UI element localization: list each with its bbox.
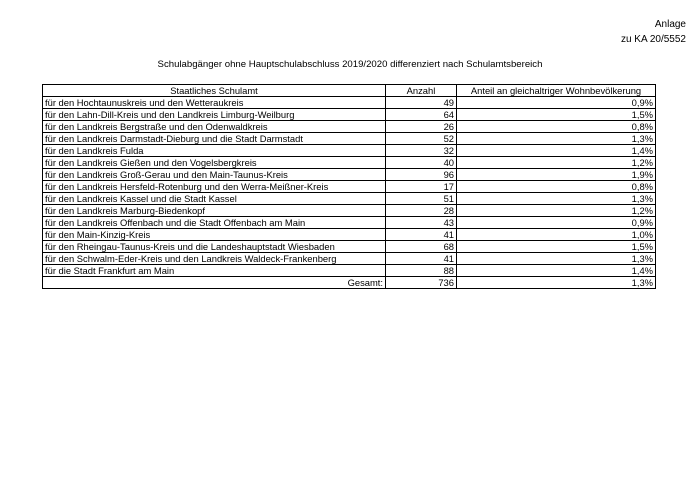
row-share: 1,5% [457,241,656,253]
table-row [43,97,656,109]
table-row [43,133,656,145]
table-total-row [43,277,656,289]
table-row [43,181,656,193]
row-school-office: für den Main-Kinzig-Kreis [43,229,386,241]
total-label: Gesamt: [43,277,386,289]
table-row [43,169,656,181]
row-count: 96 [386,169,457,181]
row-school-office: für den Landkreis Bergstraße und den Odenwaldkreis [43,121,386,133]
row-share: 1,4% [457,265,656,277]
school-leavers-table [42,84,656,289]
row-school-office: für den Landkreis Darmstadt-Dieburg und die Stadt Darmstadt [43,133,386,145]
row-school-office: für den Landkreis Kassel und die Stadt Kassel [43,193,386,205]
row-count: 26 [386,121,457,133]
table-row [43,121,656,133]
table-row [43,265,656,277]
row-count: 51 [386,193,457,205]
header-school-office: Staatliches Schulamt [43,85,386,97]
row-school-office: für die Stadt Frankfurt am Main [43,265,386,277]
row-count: 28 [386,205,457,217]
row-share: 0,9% [457,97,656,109]
row-count: 41 [386,229,457,241]
annex-label: Anlage [654,19,686,30]
row-school-office: für den Rheingau-Taunus-Kreis und die Landeshauptstadt Wiesbaden [43,241,386,253]
table-header-row [43,85,656,97]
row-share: 1,9% [457,169,656,181]
row-share: 1,0% [457,229,656,241]
row-school-office: für den Lahn-Dill-Kreis und den Landkreis Limburg-Weilburg [43,109,386,121]
table-row [43,205,656,217]
row-school-office: für den Landkreis Fulda [43,145,386,157]
row-school-office: für den Landkreis Groß-Gerau und den Main-Taunus-Kreis [43,169,386,181]
row-count: 40 [386,157,457,169]
row-count: 43 [386,217,457,229]
table-row [43,109,656,121]
header-share: Anteil an gleichaltriger Wohnbevölkerung [457,85,656,97]
page-title: Schulabgänger ohne Hauptschulabschluss 2019/2020 differenziert nach Schulamtsbereich [157,59,543,70]
row-share: 0,8% [457,181,656,193]
row-school-office: für den Landkreis Gießen und den Vogelsbergkreis [43,157,386,169]
row-school-office: für den Schwalm-Eder-Kreis und den Landkreis Waldeck-Frankenberg [43,253,386,265]
row-share: 1,5% [457,109,656,121]
row-share: 1,2% [457,205,656,217]
annex-note [621,17,686,47]
row-count: 88 [386,265,457,277]
row-school-office: für den Landkreis Hersfeld-Rotenburg und den Werra-Meißner-Kreis [43,181,386,193]
row-share: 1,3% [457,253,656,265]
row-share: 1,3% [457,193,656,205]
row-share: 0,8% [457,121,656,133]
row-school-office: für den Hochtaunuskreis und den Wetteraukreis [43,97,386,109]
row-count: 32 [386,145,457,157]
row-count: 17 [386,181,457,193]
row-count: 64 [386,109,457,121]
table-row [43,193,656,205]
table-row [43,145,656,157]
row-count: 52 [386,133,457,145]
row-share: 1,3% [457,133,656,145]
table-body [43,97,656,277]
row-school-office: für den Landkreis Offenbach und die Stadt Offenbach am Main [43,217,386,229]
row-count: 68 [386,241,457,253]
total-share: 1,3% [457,277,656,289]
total-count: 736 [386,277,457,289]
row-count: 49 [386,97,457,109]
header-count: Anzahl [386,85,457,97]
table-row [43,157,656,169]
annex-reference: zu KA 20/5552 [620,34,686,45]
table-row [43,241,656,253]
row-share: 1,2% [457,157,656,169]
table-row [43,229,656,241]
table-row [43,217,656,229]
table-row [43,253,656,265]
row-share: 1,4% [457,145,656,157]
row-school-office: für den Landkreis Marburg-Biedenkopf [43,205,386,217]
row-share: 0,9% [457,217,656,229]
row-count: 41 [386,253,457,265]
